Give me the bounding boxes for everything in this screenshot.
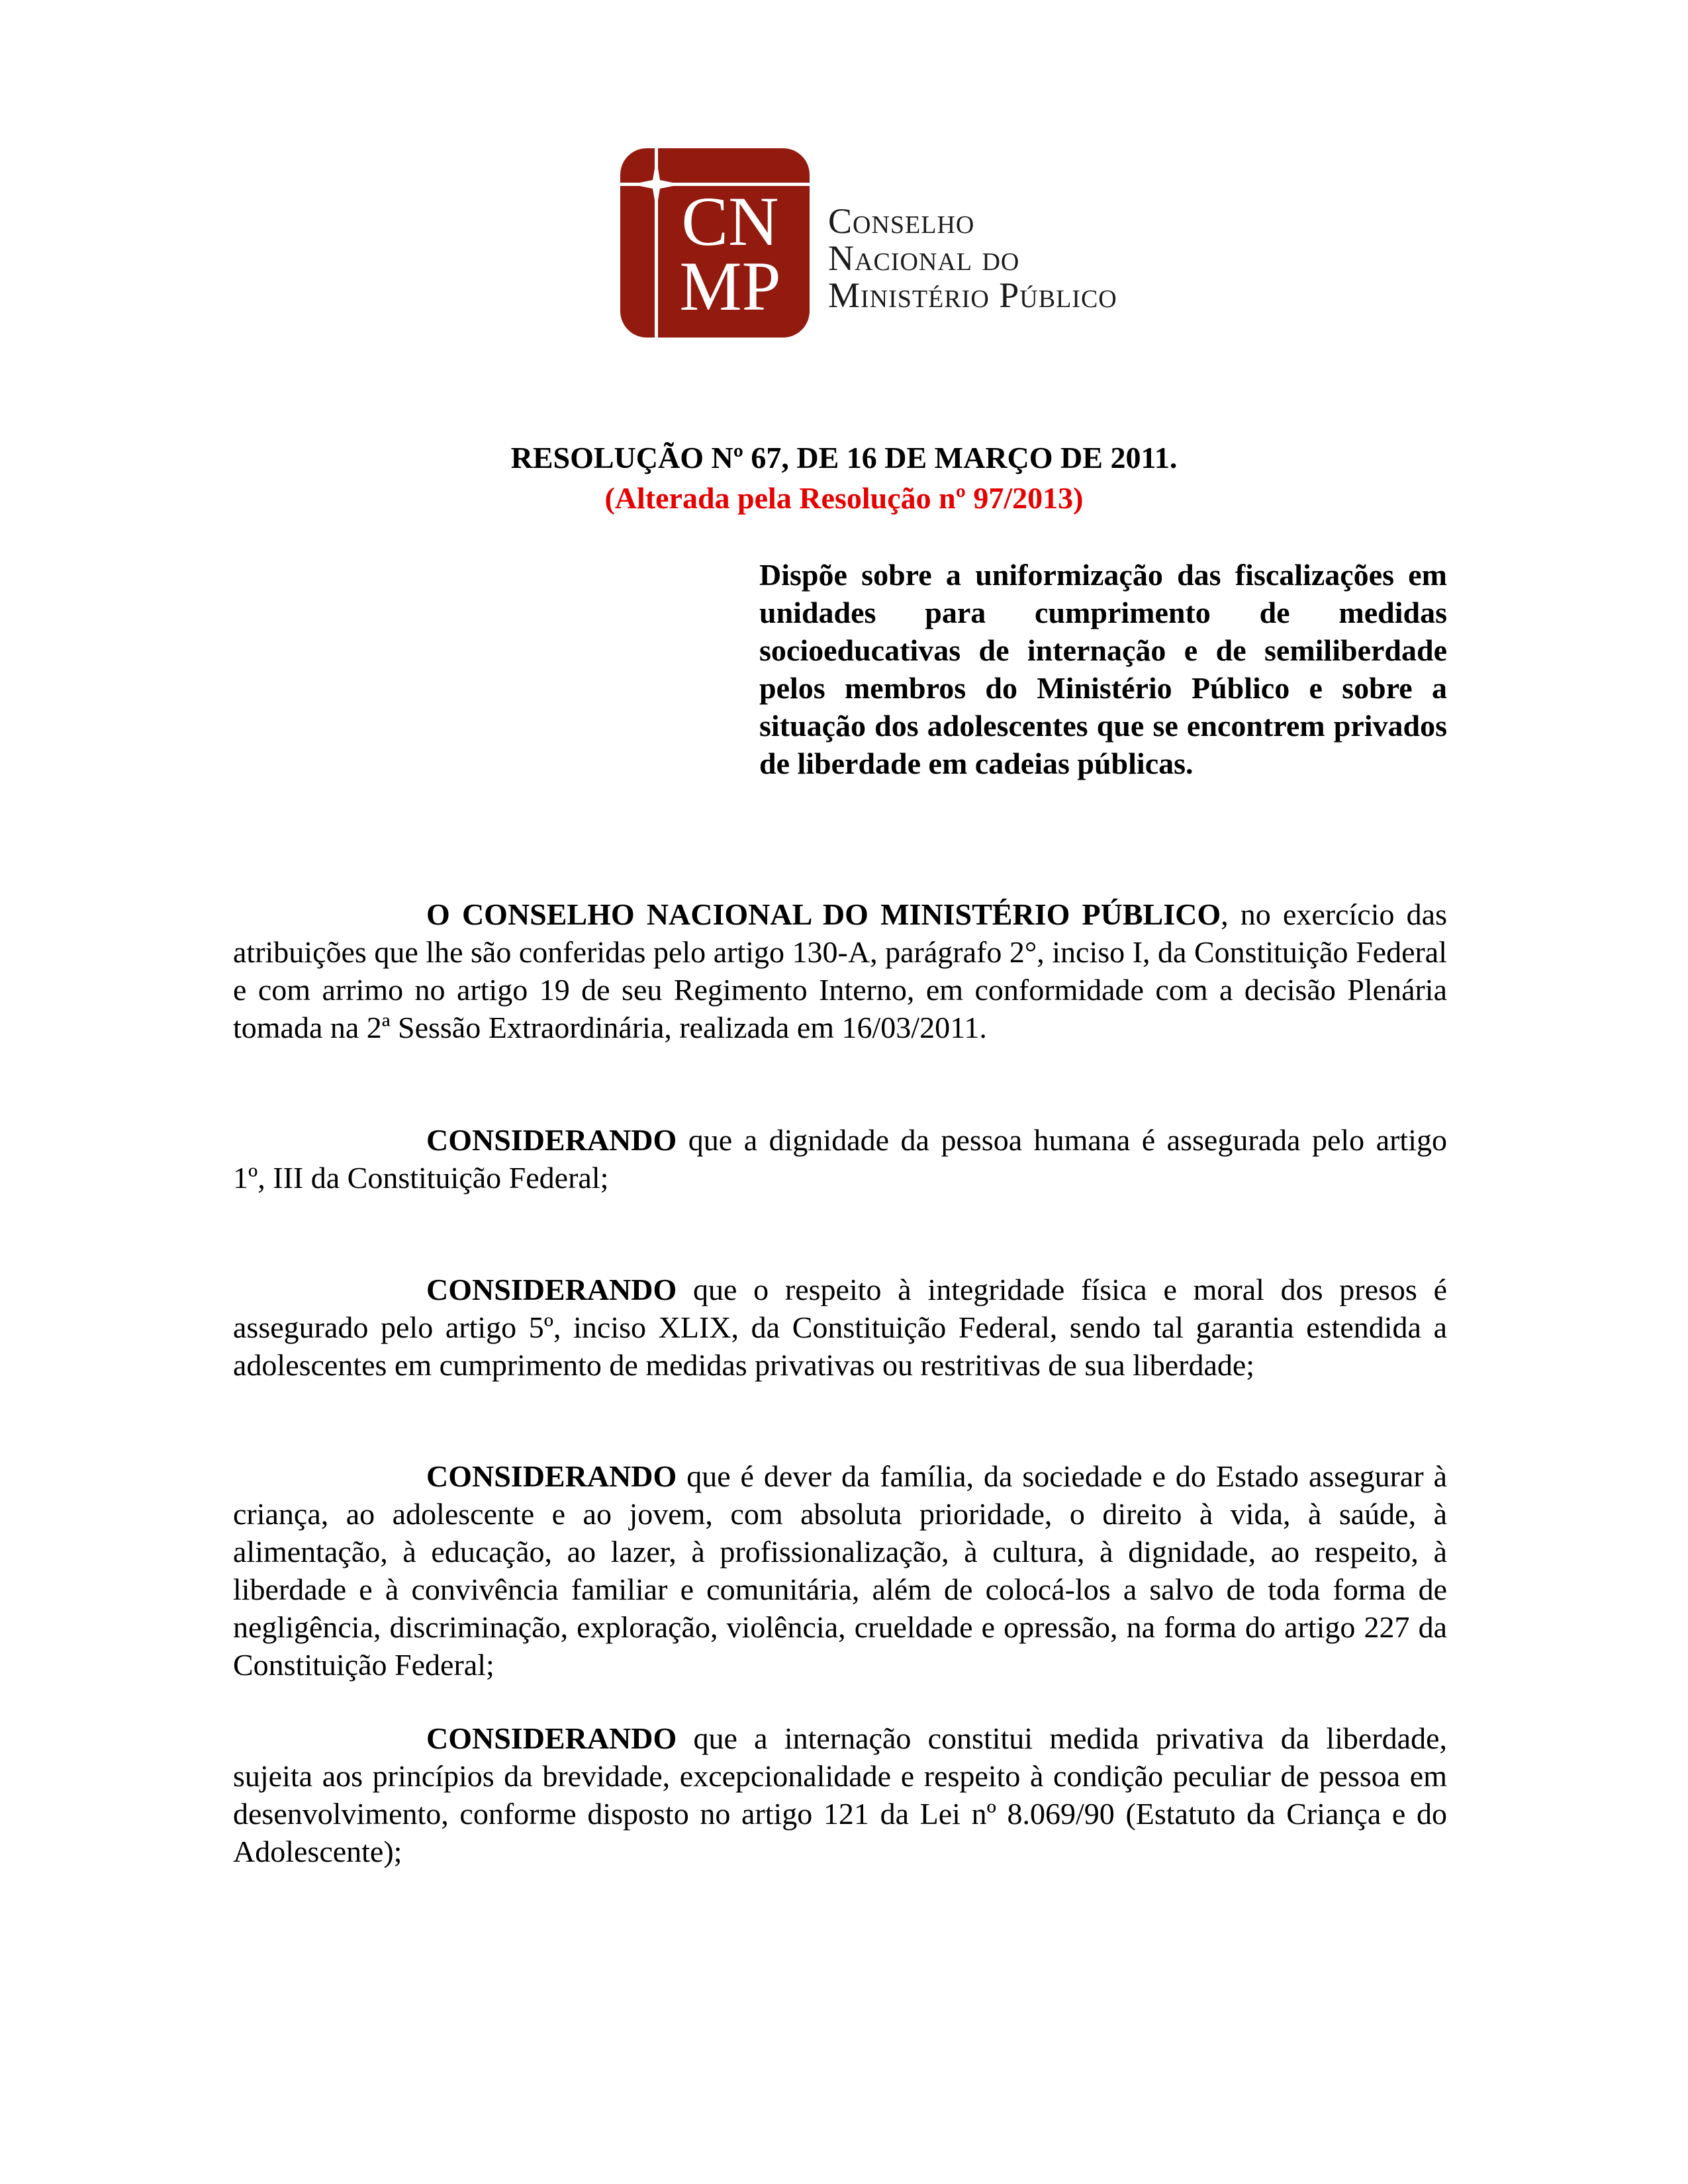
cnmp-emblem <box>619 147 818 339</box>
considerando-paragraph <box>233 1121 1447 1197</box>
paragraph-text: , no exercício das atribuições que lhe são conferidas pelo artigo 130-A, parágrafo 2°, inciso I, da Constituição Federal e com arrimo no artigo 19 de seu Regimento Interno, em conformidade com a decisão Plenária tomada na 2ª Sessão Extraordinária, realizada em 16/03/2011. <box>233 897 1447 1044</box>
paragraph-text: que o respeito à integridade física e moral dos presos é assegurado pelo artigo 5º, inciso XLIX, da Constituição Federal, sendo tal garantia estendida a adolescentes em cumprimento de medidas privativas ou restritivas de sua liberdade; <box>233 1273 1447 1382</box>
ementa: Dispõe sobre a uniformização das fiscalizações em unidades para cumprimento de medidas socioeducativas de internação e de semiliberdade pelos membros do Ministério Público e sobre a situação dos adolescentes que se encontrem privados de liberdade em cadeias públicas. <box>759 558 1447 780</box>
cnmp-logo <box>619 147 1122 339</box>
paragraph-lead: O CONSELHO NACIONAL DO MINISTÉRIO PÚBLICO <box>426 897 1221 931</box>
considerando-paragraph <box>233 1719 1447 1870</box>
org-name-line1: Conselho <box>828 201 975 241</box>
logo-monogram-top: CN <box>681 183 779 260</box>
document-title: RESOLUÇÃO Nº 67, DE 16 DE MARÇO DE 2011. <box>510 441 1178 475</box>
preamble-paragraph <box>233 895 1447 1046</box>
amendment-note: (Alterada pela Resolução nº 97/2013) <box>604 481 1084 515</box>
org-name-line2: Nacional do <box>828 238 1020 278</box>
organization-name <box>828 203 1117 314</box>
paragraph-text: que é dever da família, da sociedade e do Estado assegurar à criança, ao adolescente e ao jovem, com absoluta prioridade, o direito à vida, à saúde, à alimentação, à educação, ao lazer, à profissionalização, à cultura, à dignidade, ao respeito, à liberdade e à convivência familiar e comunitária, além de colocá-los a salvo de toda forma de negligência, discriminação, exploração, violência, crueldade e opressão, na forma do artigo 227 da Constituição Federal; <box>233 1459 1447 1682</box>
paragraph-lead: CONSIDERANDO <box>426 1721 677 1755</box>
considerando-paragraph <box>233 1271 1447 1384</box>
org-name-line3: Ministério Público <box>828 275 1117 315</box>
paragraph-text: que a dignidade da pessoa humana é assegurada pelo artigo 1º, III da Constituição Federal; <box>233 1123 1447 1195</box>
considerando-paragraph <box>233 1457 1447 1684</box>
paragraph-lead: CONSIDERANDO <box>426 1273 677 1306</box>
paragraph-text: que a internação constitui medida privativa da liberdade, sujeita aos princípios da brevidade, excepcionalidade e respeito à condição peculiar de pessoa em desenvolvimento, conforme disposto no artigo 121 da Lei nº 8.069/90 (Estatuto da Criança e do Adolescente); <box>233 1721 1447 1868</box>
paragraph-lead: CONSIDERANDO <box>426 1123 677 1157</box>
paragraph-lead: CONSIDERANDO <box>426 1459 677 1493</box>
logo-monogram-bottom: MP <box>679 248 781 325</box>
